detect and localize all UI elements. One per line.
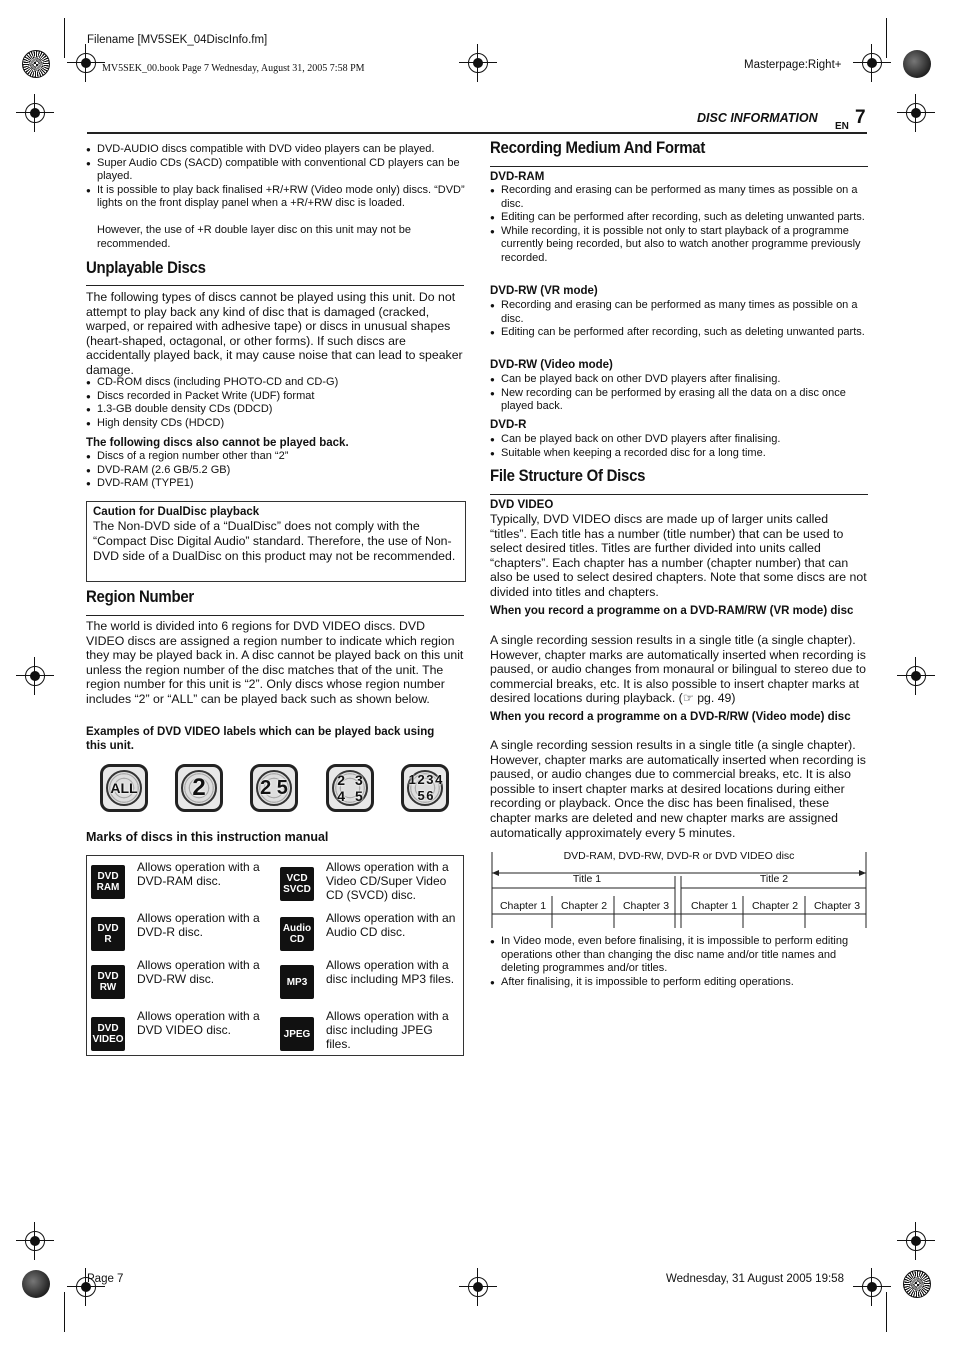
section-rule bbox=[86, 285, 464, 286]
crosshair-icon bbox=[903, 663, 929, 689]
list-item: ● After finalising, it is impossible to perform editing operations. bbox=[490, 976, 868, 990]
caution-box bbox=[86, 501, 466, 582]
region-paragraph: The world is divided into 6 regions for DVD VIDEO discs. DVD VIDEO discs are assigned a region number to indicate which region they may be played back in. A disc cannot be played back on this unit unless the region number of the disc matches that of the unit. The region number for this unit is “2”. Only discs whose region number includes “2” or “ALL” can be played back such as shown below. bbox=[86, 619, 464, 706]
list-item: ● Discs of a region number other than “2” bbox=[86, 450, 464, 464]
dvd-video-label: DVD VIDEO bbox=[490, 499, 554, 511]
mp3-icon: MP3 bbox=[280, 965, 314, 999]
mark-description: Allows operation with a DVD-RW disc. bbox=[137, 958, 260, 986]
list-item: ● It is possible to play back finalised +R/+RW (Video mode only) discs. “DVD” lights on the front display panel when a +R/+RW disc is loaded. bbox=[86, 184, 466, 211]
list-item: ● Recording and erasing can be performed as many times as possible on a disc. bbox=[490, 184, 868, 211]
dvd-r-bullets bbox=[490, 433, 868, 460]
mark-description: Allows operation with a Video CD/Super Video CD (SVCD) disc. bbox=[326, 860, 449, 902]
list-item: ● High density CDs (HDCD) bbox=[86, 417, 464, 431]
video-mode-paragraph: A single recording session results in a single title (a single chapter). However, chapter marks are automatically inserted when recording is paused, or audio changes due to commercial breaks, etc. It is also possible to insert chapter marks at desired locations during either recording or playback. Once the disc has been finalised, these chapter marks are deleted and new chapter marks are assigned automatically approximately every 5 minutes. bbox=[490, 738, 866, 840]
crop-mark bbox=[64, 18, 65, 58]
list-item: ● DVD-AUDIO discs compatible with DVD video players can be played. bbox=[86, 143, 466, 157]
footer-page-label: Page 7 bbox=[87, 1273, 124, 1285]
final-bullets bbox=[490, 935, 868, 989]
section-title: DISC INFORMATION bbox=[697, 111, 818, 125]
vr-mode-heading: When you record a programme on a DVD-RAM/RW (VR mode) disc bbox=[490, 605, 854, 617]
dvd-ram-bullets bbox=[490, 184, 868, 266]
title-2-label: Title 2 bbox=[759, 873, 789, 885]
caution-title: Caution for DualDisc playback bbox=[93, 506, 260, 518]
footer-date: Wednesday, 31 August 2005 19:58 bbox=[666, 1273, 844, 1285]
crosshair-icon bbox=[22, 663, 48, 689]
region-label-all: ALL bbox=[100, 764, 148, 812]
mark-description: Allows operation with an Audio CD disc. bbox=[326, 911, 456, 939]
registration-star-icon bbox=[22, 50, 50, 78]
region-label-2-3-4-5: 2 3 4 5 bbox=[326, 764, 374, 812]
list-item: ● While recording, it is possible not only to start playback of a programme currently being recorded, but also to watch another programme previously recorded. bbox=[490, 225, 868, 266]
section-rule bbox=[490, 166, 868, 167]
dvd-r-label: DVD-R bbox=[490, 419, 527, 431]
chapter-label: Chapter 2 bbox=[560, 900, 608, 912]
section-rule bbox=[490, 494, 868, 495]
dvd-rw-icon: DVD RW bbox=[91, 965, 125, 999]
dvd-r-icon: DVD R bbox=[91, 917, 125, 951]
crop-mark bbox=[64, 1292, 65, 1332]
color-swatch-icon bbox=[22, 1270, 50, 1298]
list-item: ● Can be played back on other DVD players after finalising. bbox=[490, 373, 868, 387]
crosshair-icon bbox=[22, 1228, 48, 1254]
registration-star-icon bbox=[903, 1270, 931, 1298]
list-item: ● Editing can be performed after recording, such as deleting unwanted parts. bbox=[490, 326, 868, 340]
chapter-label: Chapter 1 bbox=[690, 900, 738, 912]
region-label-2-5: 2 5 bbox=[250, 764, 298, 812]
marks-heading: Marks of discs in this instruction manual bbox=[86, 830, 329, 844]
vcd-svcd-icon: VCD SVCD bbox=[280, 867, 314, 901]
list-item: ● Editing can be performed after recording, such as deleting unwanted parts. bbox=[490, 211, 868, 225]
list-item: ● Suitable when keeping a recorded disc for a long time. bbox=[490, 447, 868, 461]
dvd-rw-video-label: DVD-RW (Video mode) bbox=[490, 359, 613, 371]
list-item: ● 1.3-GB double density CDs (DDCD) bbox=[86, 403, 464, 417]
list-item: ● Recording and erasing can be performed as many times as possible on a disc. bbox=[490, 299, 868, 326]
masterpage-label: Masterpage:Right+ bbox=[744, 59, 842, 71]
crosshair-icon bbox=[859, 50, 885, 76]
also-cannot-heading: The following discs also cannot be played back. bbox=[86, 437, 349, 449]
list-item: ● CD-ROM discs (including PHOTO-CD and CD-G) bbox=[86, 376, 464, 390]
mark-description: Allows operation with a DVD VIDEO disc. bbox=[137, 1009, 260, 1037]
disc-structure-diagram bbox=[490, 852, 868, 928]
language-code: EN bbox=[835, 121, 849, 132]
dvd-ram-icon: DVD RAM bbox=[91, 865, 125, 899]
dvd-rw-vr-bullets bbox=[490, 299, 868, 340]
crosshair-icon bbox=[859, 1274, 885, 1300]
chapter-label: Chapter 3 bbox=[622, 900, 670, 912]
mark-description: Allows operation with a disc including MP3 files. bbox=[326, 958, 455, 986]
top-bullets bbox=[86, 143, 466, 211]
crosshair-icon bbox=[22, 100, 48, 126]
crosshair-icon bbox=[903, 1228, 929, 1254]
dvd-rw-vr-label: DVD-RW (VR mode) bbox=[490, 285, 598, 297]
dvd-ram-label: DVD-RAM bbox=[490, 171, 545, 183]
crosshair-icon bbox=[903, 100, 929, 126]
chapter-label: Chapter 2 bbox=[751, 900, 799, 912]
list-item: ● Super Audio CDs (SACD) compatible with conventional CD players can be played. bbox=[86, 157, 466, 184]
chapter-label: Chapter 3 bbox=[813, 900, 861, 912]
crosshair-icon bbox=[465, 50, 491, 76]
crosshair-icon bbox=[465, 1274, 491, 1300]
list-item: ● DVD-RAM (TYPE1) bbox=[86, 477, 464, 491]
chapter-label: Chapter 1 bbox=[499, 900, 547, 912]
video-mode-heading: When you record a programme on a DVD-R/RW (Video mode) disc bbox=[490, 711, 851, 723]
list-item: ● DVD-RAM (2.6 GB/5.2 GB) bbox=[86, 464, 464, 478]
filename-label: Filename [MV5SEK_04DiscInfo.fm] bbox=[87, 34, 268, 46]
crop-mark bbox=[886, 18, 887, 58]
section-rule bbox=[86, 615, 464, 616]
recording-heading: Recording Medium And Format bbox=[490, 138, 706, 157]
examples-heading: Examples of DVD VIDEO labels which can be played back using this unit. bbox=[86, 726, 435, 753]
color-swatch-icon bbox=[903, 50, 931, 78]
list-item: ● In Video mode, even before finalising, it is impossible to perform editing operations other than changing the disc name and/or title names and deleting programmes and/or titles. bbox=[490, 935, 868, 976]
page-number: 7 bbox=[855, 107, 866, 128]
audio-cd-icon: Audio CD bbox=[280, 917, 314, 951]
also-cannot-bullets bbox=[86, 450, 464, 491]
dvd-rw-video-bullets bbox=[490, 373, 868, 414]
unplayable-bullets bbox=[86, 376, 464, 430]
crop-mark bbox=[886, 1292, 887, 1332]
list-item: ● New recording can be performed by erasing all the data on a disc once played back. bbox=[490, 387, 868, 414]
book-info-line: MV5SEK_00.book Page 7 Wednesday, August 31, 2005 7:58 PM bbox=[102, 63, 365, 74]
dvd-video-icon: DVD VIDEO bbox=[91, 1017, 125, 1051]
list-item: ● Discs recorded in Packet Write (UDF) format bbox=[86, 390, 464, 404]
unplayable-paragraph: The following types of discs cannot be played using this unit. Do not attempt to play back any kind of disc that is damaged (cracked, warped, or repaired with adhesive tape) or discs in unusual shapes (heart-shaped, octagonal, or other forms). If such discs are accidentally played back, it may cause noise that can lead to speaker damage. bbox=[86, 290, 463, 377]
caution-text: The Non-DVD side of a “DualDisc” does not comply with the “Compact Disc Digital Audio” standard. Therefore, the use of Non-DVD side of a DualDisc on this product may not be recommended. bbox=[93, 519, 456, 563]
list-item: ● Can be played back on other DVD players after finalising. bbox=[490, 433, 868, 447]
unplayable-heading: Unplayable Discs bbox=[86, 258, 206, 277]
bullet-continuation: However, the use of +R double layer disc on this unit may not be recommended. bbox=[97, 224, 411, 250]
mark-description: Allows operation with a DVD-RAM disc. bbox=[137, 860, 260, 888]
dvd-video-paragraph: Typically, DVD VIDEO discs are made up of larger units called “titles”. Each title has a number (title number) that can be used to select desired titles. Titles are further divided into units called “chapters”. Each chapter has a number (chapter number) that can also be used to select desired chapters. Note that some discs are not divided into titles and chapters. bbox=[490, 512, 867, 599]
file-structure-heading: File Structure Of Discs bbox=[490, 466, 646, 485]
vr-mode-paragraph: A single recording session results in a single title (a single chapter). However, chapter marks are automatically inserted when recording is paused, or audio changes from monaural or bilingual to stereo due to commercial breaks, etc. It is also possible to insert chapter marks at desired locations during playback. (☞ pg. 49) bbox=[490, 633, 866, 706]
region-label-1-6: 1 2 3 4 5 6 bbox=[401, 764, 449, 812]
title-1-label: Title 1 bbox=[572, 873, 602, 885]
jpeg-icon: JPEG bbox=[280, 1017, 314, 1051]
header-rule bbox=[87, 132, 867, 134]
region-label-2: 2 bbox=[175, 764, 223, 812]
mark-description: Allows operation with a DVD-R disc. bbox=[137, 911, 260, 939]
crosshair-icon bbox=[73, 50, 99, 76]
region-heading: Region Number bbox=[86, 587, 194, 606]
disc-diagram-label: DVD-RAM, DVD-RW, DVD-R or DVD VIDEO disc bbox=[563, 850, 795, 862]
mark-description: Allows operation with a disc including JPEG files. bbox=[326, 1009, 449, 1051]
